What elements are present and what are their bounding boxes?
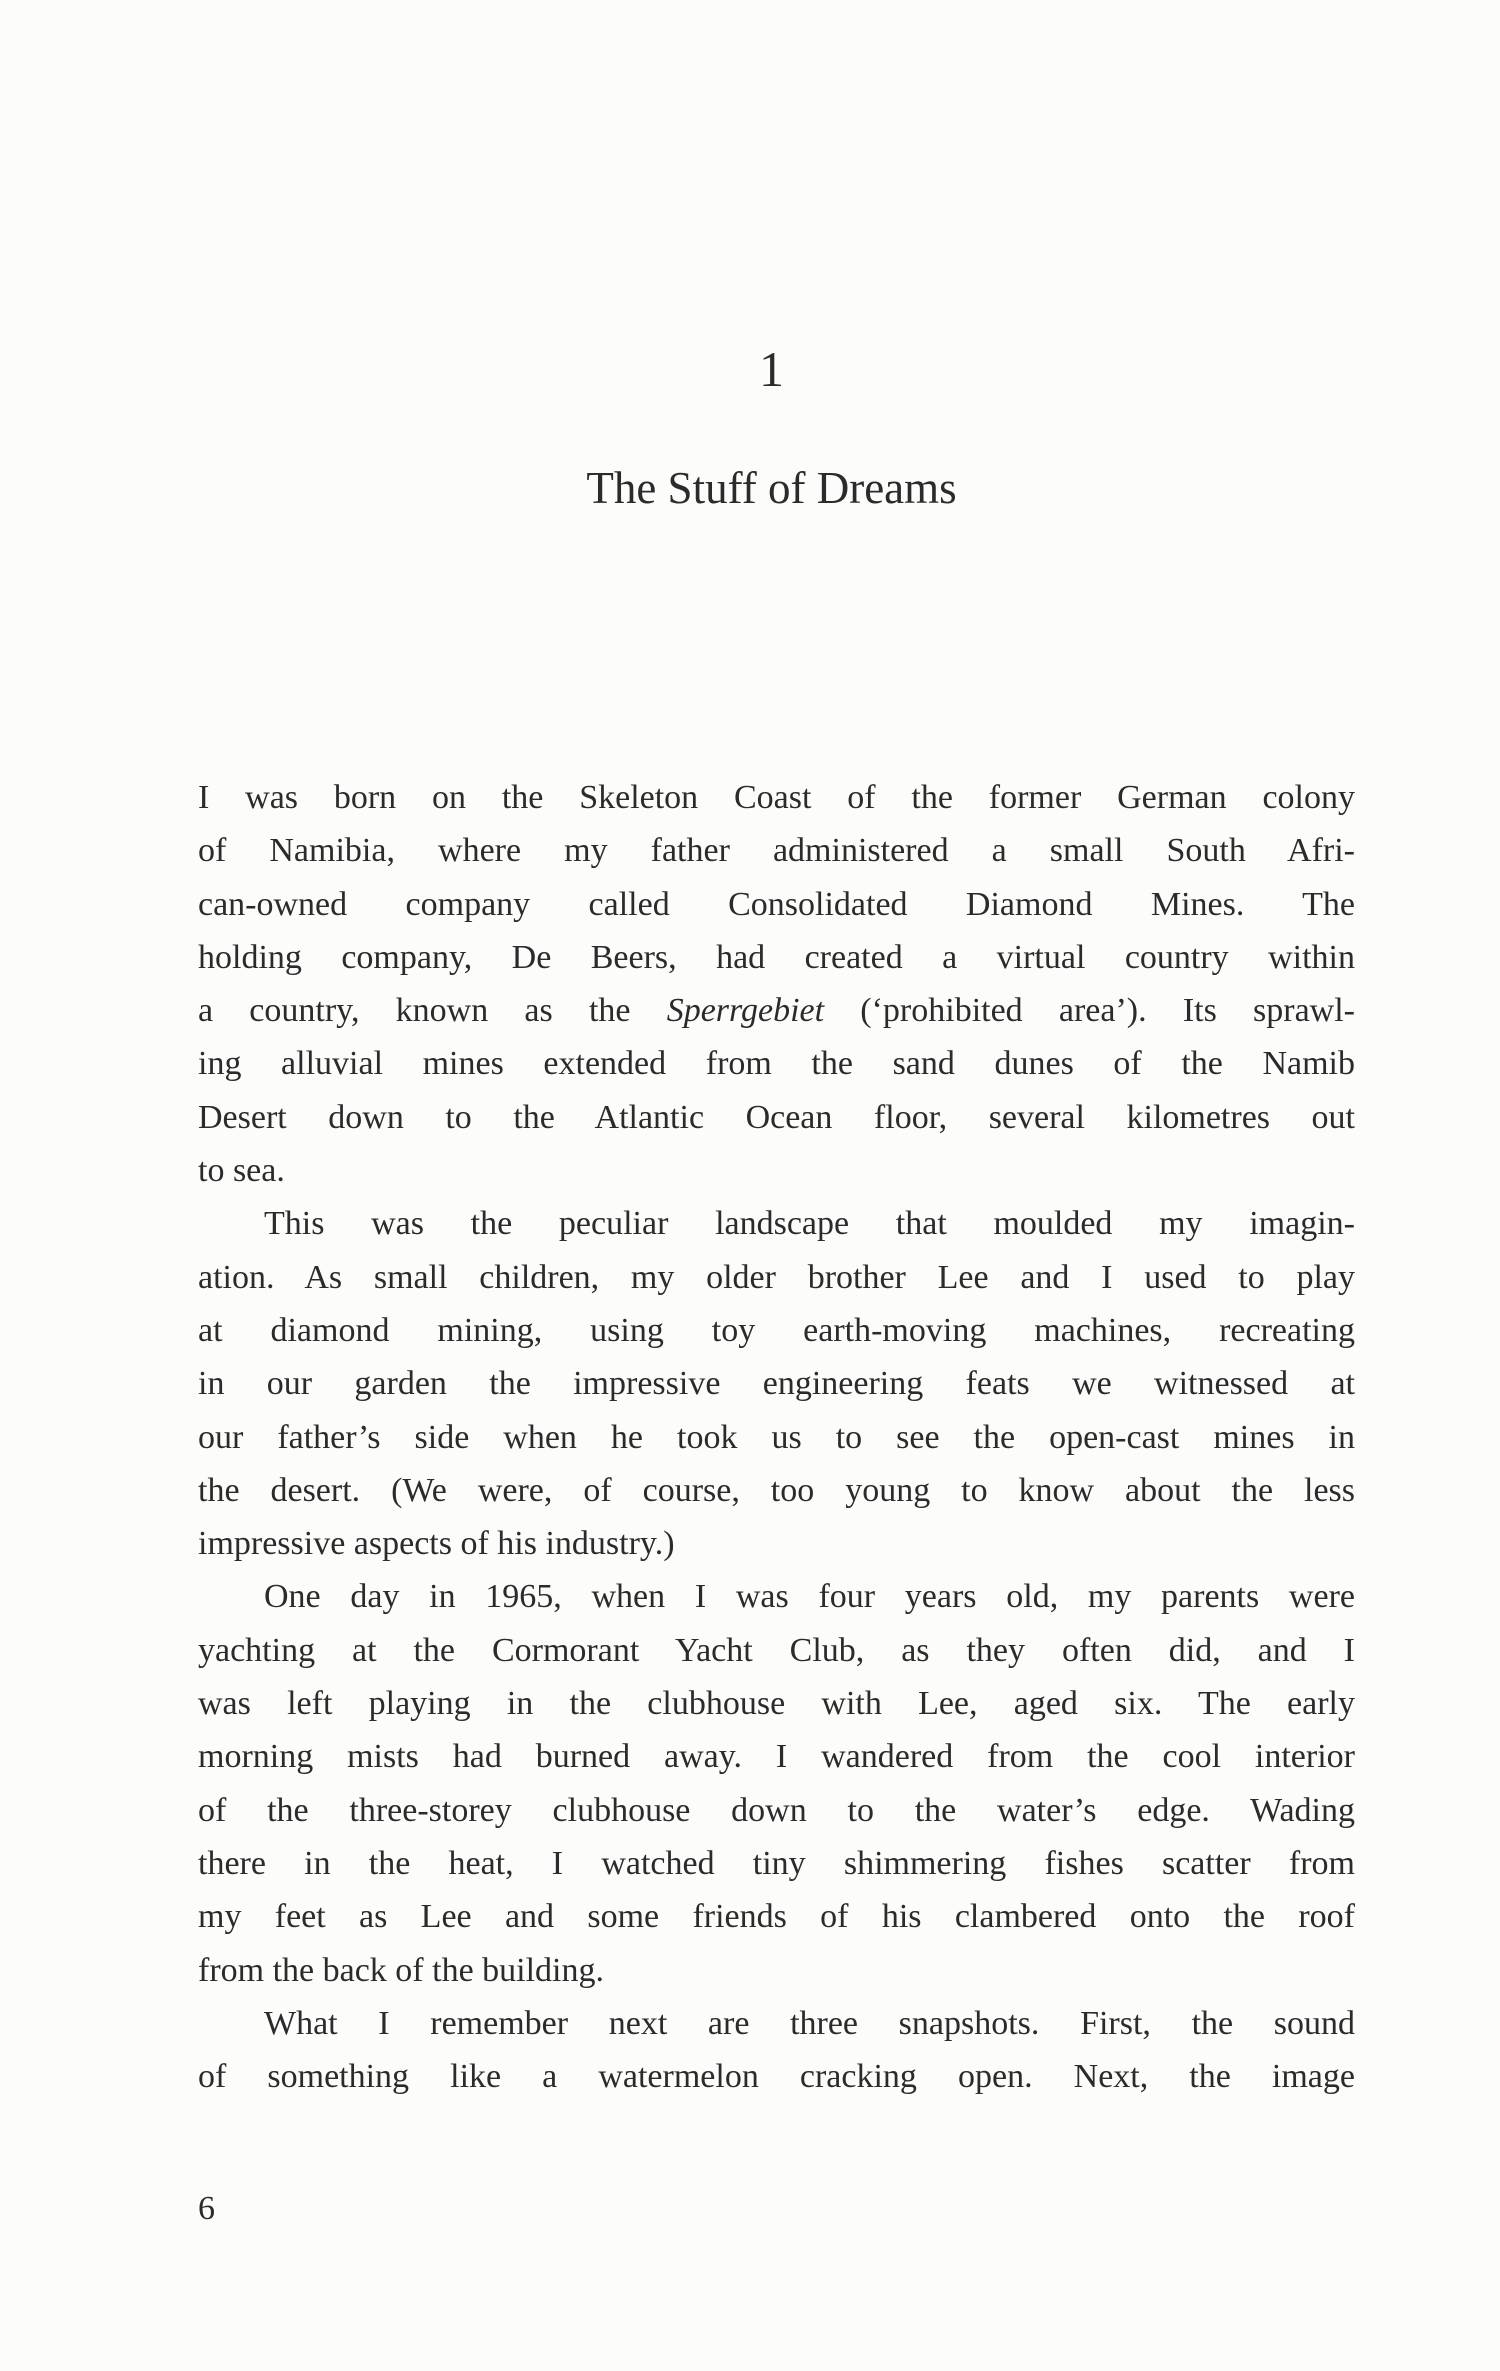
chapter-title: The Stuff of Dreams — [586, 463, 957, 513]
text-line: ing alluvial mines extended from the sand dunes of the Namib — [198, 1045, 1355, 1083]
paragraph — [198, 771, 1355, 1197]
text-line: at diamond mining, using toy earth-moving machines, recreating — [198, 1311, 1355, 1349]
text-line: my feet as Lee and some friends of his clambered onto the roof — [198, 1898, 1355, 1936]
text-segment: a country, known as the — [198, 992, 667, 1030]
text-line: What I remember next are three snapshots. First, the sound — [264, 2004, 1355, 2042]
body-text — [198, 771, 1355, 2103]
paragraph — [198, 1197, 1355, 1570]
italic-term: Sperrgebiet — [666, 992, 825, 1030]
text-line: holding company, De Beers, had created a virtual country within — [198, 938, 1355, 976]
text-line: there in the heat, I watched tiny shimmering fishes scatter from — [198, 1844, 1355, 1882]
text-line: This was the peculiar landscape that moulded my imagin- — [264, 1205, 1355, 1243]
text-line: from the back of the building. — [198, 1951, 605, 1989]
text-line: Desert down to the Atlantic Ocean floor, several kilometres out — [198, 1098, 1355, 1136]
text-line: the desert. (We were, of course, too young to know about the less — [198, 1471, 1355, 1509]
text-line: yachting at the Cormorant Yacht Club, as they often did, and I — [198, 1631, 1355, 1669]
text-segment: (‘prohibited area’). Its sprawl- — [824, 992, 1355, 1030]
chapter-number: 1 — [759, 341, 784, 397]
text-line: I was born on the Skeleton Coast of the former German colony — [198, 779, 1355, 816]
text-line: impressive aspects of his industry.) — [198, 1525, 675, 1563]
text-line — [198, 984, 1355, 1037]
text-line: to sea. — [198, 1152, 285, 1190]
text-line: ation. As small children, my older brother Lee and I used to play — [198, 1258, 1355, 1296]
paragraph — [198, 1570, 1355, 1996]
text-line: of something like a watermelon cracking open. Next, the image — [198, 2058, 1355, 2096]
page-number: 6 — [198, 2190, 215, 2227]
text-line: of Namibia, where my father administered a small South Afri- — [198, 832, 1355, 870]
paragraph — [198, 1997, 1355, 2104]
text-line: of the three-storey clubhouse down to the water’s edge. Wading — [198, 1791, 1355, 1829]
text-line: in our garden the impressive engineering feats we witnessed at — [198, 1365, 1355, 1403]
text-line: can-owned company called Consolidated Diamond Mines. The — [198, 885, 1355, 923]
text-line: morning mists had burned away. I wandered from the cool interior — [198, 1738, 1355, 1776]
text-line: our father’s side when he took us to see the open-cast mines in — [198, 1418, 1355, 1456]
text-line: One day in 1965, when I was four years old, my parents were — [264, 1578, 1355, 1616]
text-line: was left playing in the clubhouse with Lee, aged six. The early — [198, 1685, 1355, 1723]
